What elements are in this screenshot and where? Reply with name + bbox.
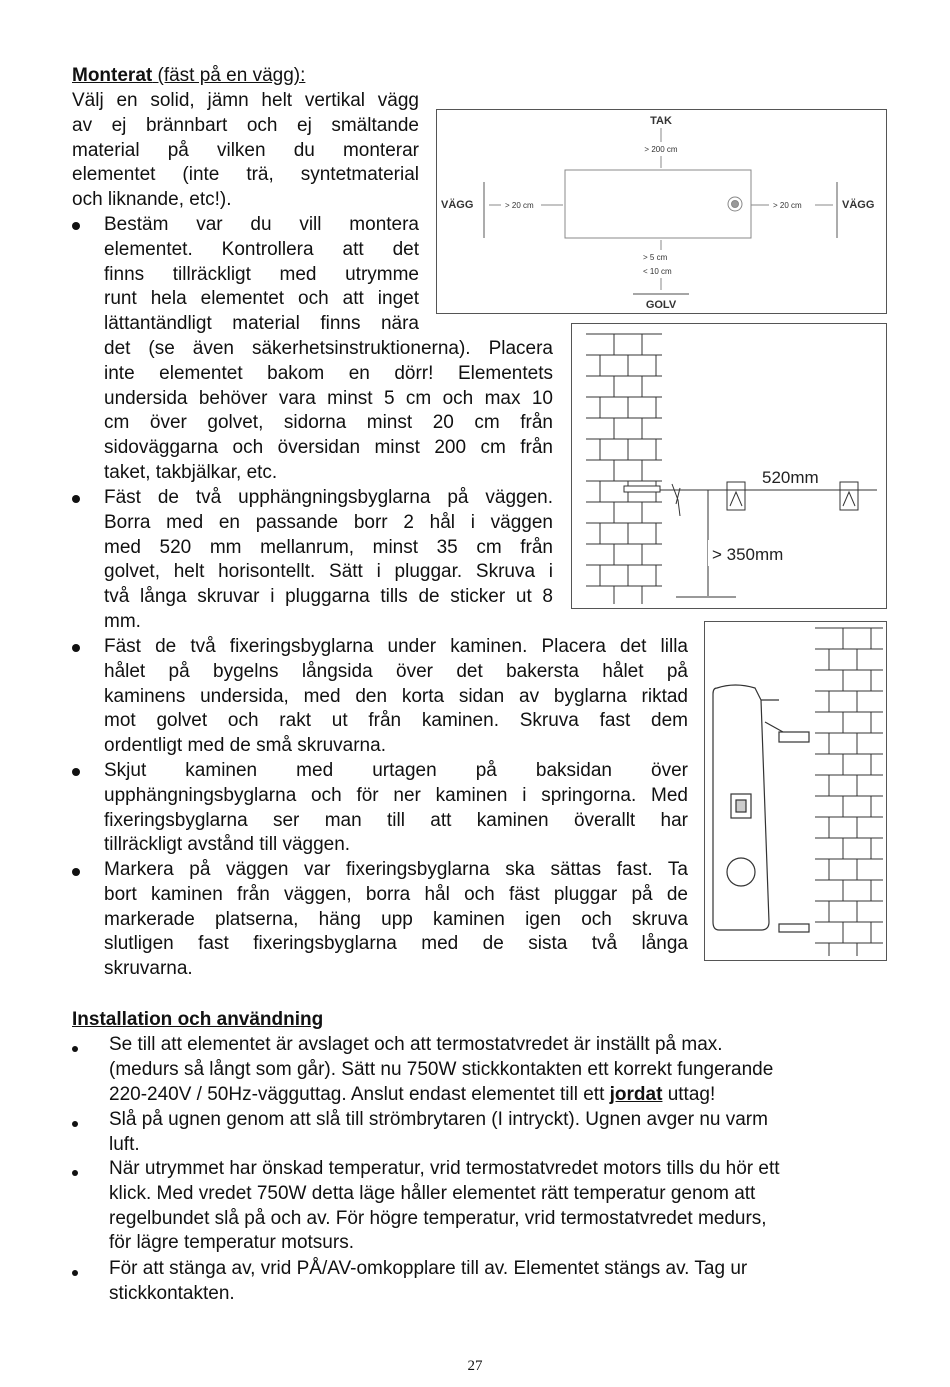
bullet-marker bbox=[72, 1046, 78, 1052]
text-run: uttag! bbox=[662, 1083, 716, 1105]
bullet-line: hålet på bygelns långsida över det bakersta hålet på bbox=[104, 660, 688, 682]
emphasis-grounded: jordat bbox=[609, 1083, 663, 1105]
mounted-bullet-3 bbox=[104, 635, 688, 759]
bullet-marker bbox=[72, 495, 80, 503]
bullet-line bbox=[109, 1083, 889, 1108]
wall-bracket-top bbox=[779, 732, 809, 742]
brick-wall bbox=[815, 628, 883, 956]
bullet-line: golvet, helt horisontellt. Sätt i pluggar. Skruva i bbox=[104, 561, 553, 583]
figure-heater-side bbox=[704, 621, 887, 961]
bullet-line: Se till att elementet är avslaget och att termostatvredet är inställt på max. bbox=[109, 1034, 723, 1055]
bullet-line: ordentligt med de små skruvarna. bbox=[104, 735, 386, 757]
heater-outline bbox=[565, 170, 751, 238]
bullet-line: tillräckligt avstånd till väggen. bbox=[104, 834, 351, 856]
bullet-line: luft. bbox=[109, 1133, 140, 1155]
bullet-line: Fäst de två upphängningsbyglarna på väggen. bbox=[104, 487, 553, 508]
bullet-line: fixeringsbyglarna ser man till att kaminen överallt har bbox=[104, 809, 688, 831]
bullet-line: mm. bbox=[104, 610, 141, 632]
page-number: 27 bbox=[467, 1358, 483, 1374]
knob-center bbox=[732, 201, 739, 208]
bullet-line: bort kaminen från väggen, borra hål och fäst pluggar på de bbox=[104, 883, 688, 905]
installation-bullet-2 bbox=[109, 1108, 889, 1158]
text-run: 220-240V / 50Hz-vägguttag. Anslut endast elementet till ett bbox=[109, 1083, 610, 1105]
label-wall-left: VÄGG bbox=[441, 199, 474, 211]
bullet-line: mot golvet och rakt ut från kaminen. Skruva fast dem bbox=[104, 710, 688, 732]
bullet-line: markerade platserna, häng upp kaminen igen och skruva bbox=[104, 908, 688, 930]
installation-bullet-1 bbox=[109, 1033, 889, 1107]
intro-line: elementet (inte trä, syntetmaterial bbox=[72, 164, 419, 186]
section-heading-mounted bbox=[72, 64, 305, 89]
intro-line: Välj en solid, jämn helt vertikal vägg bbox=[72, 90, 419, 111]
bullet-line: stickkontakten. bbox=[109, 1282, 235, 1304]
bullet-line: sidoväggarna och översidan minst 200 cm från bbox=[104, 437, 553, 459]
hang-line bbox=[765, 722, 783, 732]
bullet-marker bbox=[72, 1170, 78, 1176]
bullet-line: Slå på ugnen genom att slå till strömbrytaren (I intryckt). Ugnen avger nu varm bbox=[109, 1109, 768, 1130]
plug-icon bbox=[843, 490, 855, 506]
bullet-line: två långa skruvar i pluggarna tills de sticker ut 8 bbox=[104, 586, 553, 608]
thermostat-knob-icon bbox=[727, 858, 755, 886]
figure-clearance bbox=[436, 109, 887, 314]
bullet-line: cm över golvet, sidorna minst 20 cm från bbox=[104, 412, 553, 434]
bullet-line: inte elementet bakom en dörr! Elementets bbox=[104, 362, 553, 384]
clearance-diagram bbox=[437, 110, 886, 313]
heading-bold: Monterat bbox=[72, 65, 153, 86]
bullet-line: slutligen fast fixeringsbyglarna med de sista två långa bbox=[104, 933, 688, 955]
bracket-left-body bbox=[624, 486, 660, 492]
bullet-line: Borra med en passande borr 2 hål i väggen bbox=[104, 511, 553, 533]
switch-rocker bbox=[736, 800, 746, 812]
bullet-line: runt hela elementet och att inget bbox=[104, 288, 419, 310]
mounted-intro bbox=[72, 89, 419, 213]
bullet-line: upphängningsbyglarna och för ner kaminen i springorna. Med bbox=[104, 784, 688, 806]
bullet-line: det (se även säkerhetsinstruktionerna). Placera bbox=[104, 338, 553, 359]
label-spacing: 520mm bbox=[762, 468, 819, 487]
bullet-line: Markera på väggen var fixeringsbyglarna ska sättas fast. Ta bbox=[104, 859, 688, 880]
section-heading-installation: Installation och användning bbox=[72, 1009, 324, 1030]
plug-icon bbox=[730, 490, 742, 506]
bracket-diagram bbox=[572, 324, 886, 608]
bullet-line: elementet. Kontrollera att det bbox=[104, 238, 419, 260]
bullet-line: taket, takbjälkar, etc. bbox=[104, 461, 278, 483]
bullet-marker bbox=[72, 222, 80, 230]
label-tak: TAK bbox=[650, 115, 672, 127]
installation-bullet-4 bbox=[109, 1257, 889, 1307]
bullet-line: skruvarna. bbox=[104, 958, 193, 980]
bullet-marker bbox=[72, 644, 80, 652]
bullet-line: Skjut kaminen med urtagen på baksidan över bbox=[104, 760, 688, 781]
bullet-line: finns tillräckligt med utrymme bbox=[104, 263, 419, 285]
bullet-line: undersida behöver vara minst 5 cm och max 10 bbox=[104, 387, 553, 409]
bullet-marker bbox=[72, 768, 80, 776]
bullet-line: När utrymmet har önskad temperatur, vrid termostatvredet motors tills du hör ett bbox=[109, 1158, 780, 1179]
intro-line: och liknande, etc!). bbox=[72, 189, 232, 211]
bullet-line: för lägre temperatur motsurs. bbox=[109, 1232, 354, 1254]
label-wall-right: VÄGG bbox=[842, 199, 875, 211]
bullet-line: kaminens undersida, med den korta sidan av byglarna riktad bbox=[104, 685, 688, 707]
bullet-line: Fäst de två fixeringsbyglarna under kaminen. Placera det lilla bbox=[104, 636, 688, 657]
wall-bracket-bottom bbox=[779, 924, 809, 932]
heater-side-diagram bbox=[705, 622, 886, 960]
mounted-bullet-1-a bbox=[104, 213, 419, 337]
bullet-line: regelbundet slå på och av. För högre temperatur, vrid termostatvredet medurs, bbox=[109, 1207, 767, 1229]
bullet-marker bbox=[72, 868, 80, 876]
bracket-hook-icon bbox=[672, 484, 680, 516]
bullet-line: Bestäm var du vill montera bbox=[104, 214, 419, 235]
bullet-line: klick. Med vredet 750W detta läge håller elementet rätt temperatur genom att bbox=[109, 1182, 756, 1204]
label-bottom-max: < 10 cm bbox=[643, 267, 672, 276]
mounted-bullet-5 bbox=[104, 858, 688, 982]
label-top-dist: > 200 cm bbox=[644, 145, 678, 154]
bullet-line: med 520 mm mellanrum, minst 35 cm från bbox=[104, 536, 553, 558]
mounted-bullet-2 bbox=[104, 486, 553, 635]
label-height: > 350mm bbox=[712, 545, 784, 564]
bullet-marker bbox=[72, 1121, 78, 1127]
brick-wall bbox=[586, 334, 662, 604]
label-left-dist: > 20 cm bbox=[505, 201, 534, 210]
mounted-bullet-1-b bbox=[104, 337, 553, 486]
intro-line: material på vilken du monterar bbox=[72, 139, 419, 161]
bullet-marker bbox=[72, 1270, 78, 1276]
installation-bullet-3 bbox=[109, 1157, 889, 1256]
heading-rest: (fäst på en vägg): bbox=[152, 65, 306, 86]
bullet-line: lättantändligt material finns nära bbox=[104, 313, 419, 335]
label-golv: GOLV bbox=[645, 299, 677, 311]
label-bottom-min: > 5 cm bbox=[643, 253, 668, 262]
bullet-line: (medurs så långt som går). Sätt nu 750W stickkontakten ett korrekt fungerande bbox=[109, 1058, 774, 1080]
bullet-line: För att stänga av, vrid PÅ/AV-omkopplare till av. Elementet stängs av. Tag ur bbox=[109, 1258, 748, 1279]
label-right-dist: > 20 cm bbox=[773, 201, 802, 210]
intro-line: av ej brännbart och ej smältande bbox=[72, 114, 419, 136]
mounted-bullet-4 bbox=[104, 759, 688, 858]
figure-brackets bbox=[571, 323, 887, 609]
